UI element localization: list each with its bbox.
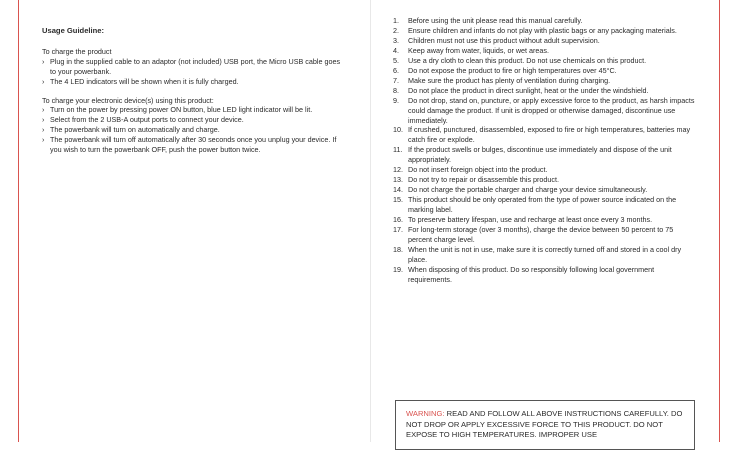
warning-label: WARNING: (406, 409, 445, 418)
safety-item: 19. When disposing of this product. Do so responsibly following local government requirements. (393, 264, 655, 284)
safety-item: 17. For long-term storage (over 3 months), charge the device between 50 percent to 75 percent charge level. (393, 225, 674, 244)
safety-list (393, 16, 697, 285)
safety-item: 4. Keep away from water, liquids, or wet areas. (393, 45, 550, 55)
usage-heading: Usage Guideline: (42, 26, 105, 35)
charge-product-list (42, 57, 342, 87)
safety-item: 6. Do not expose the product to fire or high temperatures over 45°C. (393, 65, 617, 75)
list-item: › Select from the 2 USB-A output ports to connect your device. (42, 115, 244, 125)
safety-item: 5. Use a dry cloth to clean this product. Do not use chemicals on this product. (393, 55, 647, 65)
safety-item: 15. This product should be only operated from the type of power source indicated on the marking label. (393, 195, 677, 215)
charge-device-title: To charge your electronic device(s) using this product: (42, 95, 214, 105)
left-page-edge (18, 0, 19, 442)
list-item: › Plug in the supplied cable to an adaptor (not included) USB port, the Micro USB cable goes to your powerbank. (42, 56, 341, 76)
center-fold (370, 0, 371, 442)
chevron-right-icon: › (42, 125, 45, 135)
safety-item: 14. Do not charge the portable charger and charge your device simultaneously. (393, 185, 648, 195)
safety-section (393, 16, 697, 285)
chevron-right-icon: › (42, 56, 45, 66)
safety-item: 16. To preserve battery lifespan, use and recharge at least once every 3 months. (393, 215, 653, 225)
warning-text: READ AND FOLLOW ALL ABOVE INSTRUCTIONS CAREFULLY. DO NOT DROP OR APPLY EXCESSIVE FORCE TO THIS PRODUCT. DO NOT EXPOSE TO HIGH TEMPERATURES. IMPROPER USE (406, 409, 683, 439)
list-item: › Turn on the power by pressing power ON button, blue LED light indicator will be lit. (42, 105, 313, 115)
safety-item: 10. If crushed, punctured, disassembled, exposed to fire or high temperatures, batteries may catch fire or explode. (393, 125, 691, 145)
safety-item: 1. Before using the unit please read this manual carefully. (393, 16, 583, 25)
safety-item: 13. Do not try to repair or disassemble this product. (393, 175, 560, 185)
safety-item: 8. Do not place the product in direct sunlight, heat or the under the windshield. (393, 85, 649, 95)
safety-item: 2. Ensure children and infants do not play with plastic bags or any packaging materials. (393, 25, 677, 35)
chevron-right-icon: › (42, 115, 45, 125)
usage-section (42, 26, 342, 155)
safety-item: 7. Make sure the product has plenty of ventilation during charging. (393, 75, 611, 85)
chevron-right-icon: › (42, 105, 45, 115)
charge-product-title: To charge the product (42, 46, 112, 56)
right-page-edge (719, 0, 720, 442)
safety-item: 18. When the unit is not in use, make sure it is correctly turned off and stored in a cool dry place. (393, 244, 682, 264)
safety-item: 11. If the product swells or bulges, discontinue use immediately and dispose of the unit appropriately. (393, 145, 672, 165)
warning-box (395, 400, 695, 450)
safety-item: 12. Do not insert foreign object into the product. (393, 165, 548, 175)
list-item: › The 4 LED indicators will be shown when it is fully charged. (42, 76, 239, 86)
charge-device-list (42, 105, 342, 155)
safety-item: 3. Children must not use this product without adult supervision. (393, 35, 600, 45)
safety-item: 9. Do not drop, stand on, puncture, or apply excessive force to the product, as harsh impacts could damage the product. If unit is dropped or otherwise damaged, discontinue use immediately. (393, 95, 695, 125)
chevron-right-icon: › (42, 76, 45, 86)
list-item: › The powerbank will turn on automatically and charge. (42, 125, 220, 135)
chevron-right-icon: › (42, 135, 45, 145)
list-item: › The powerbank will turn off automatically after 30 seconds once you unplug your device. If you wish to turn the powerbank OFF, push the power button twice. (42, 135, 337, 155)
